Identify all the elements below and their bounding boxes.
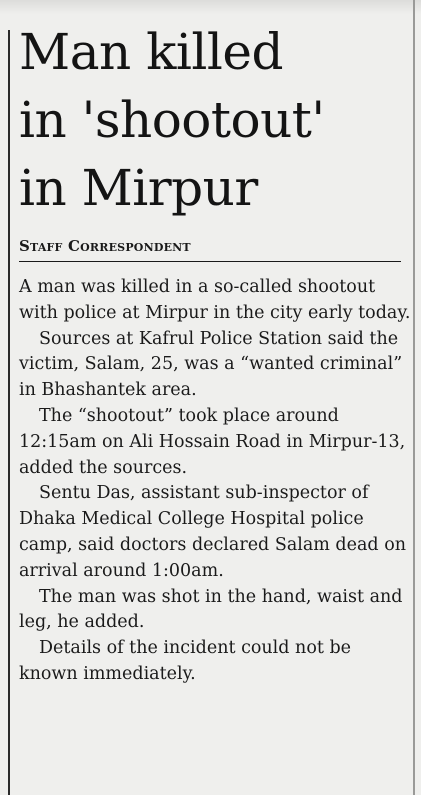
paragraph-1: A man was killed in a so-called shootout with police at Mirpur in the city early today. <box>19 277 411 323</box>
article-body <box>19 275 411 688</box>
headline-line-2: in 'shootout' <box>19 91 325 149</box>
paragraph-3: The “shootout” took place around 12:15am on Ali Hossain Road in Mirpur-13, added the sources. <box>19 405 406 478</box>
byline-divider <box>19 261 401 262</box>
column-rule-left <box>8 30 10 795</box>
headline-line-3: in Mirpur <box>19 159 258 217</box>
paragraph-5: The man was shot in the hand, waist and leg, he added. <box>19 586 403 633</box>
paragraph-4: Sentu Das, assistant sub-inspector of Dhaka Medical College Hospital police camp, said doctors declared Salam dead on arrival around 1:00am. <box>19 483 406 581</box>
news-article <box>19 18 411 688</box>
headline <box>19 18 411 222</box>
byline: Staff Correspondent <box>19 237 191 255</box>
paragraph-2: Sources at Kafrul Police Station said the victim, Salam, 25, was a “wanted criminal” in Bhashantek area. <box>19 328 403 401</box>
scan-edge <box>0 0 421 14</box>
paragraph-6: Details of the incident could not be known immediately. <box>19 638 352 684</box>
column-rule-right <box>413 0 415 795</box>
headline-line-1: Man killed <box>19 23 283 81</box>
